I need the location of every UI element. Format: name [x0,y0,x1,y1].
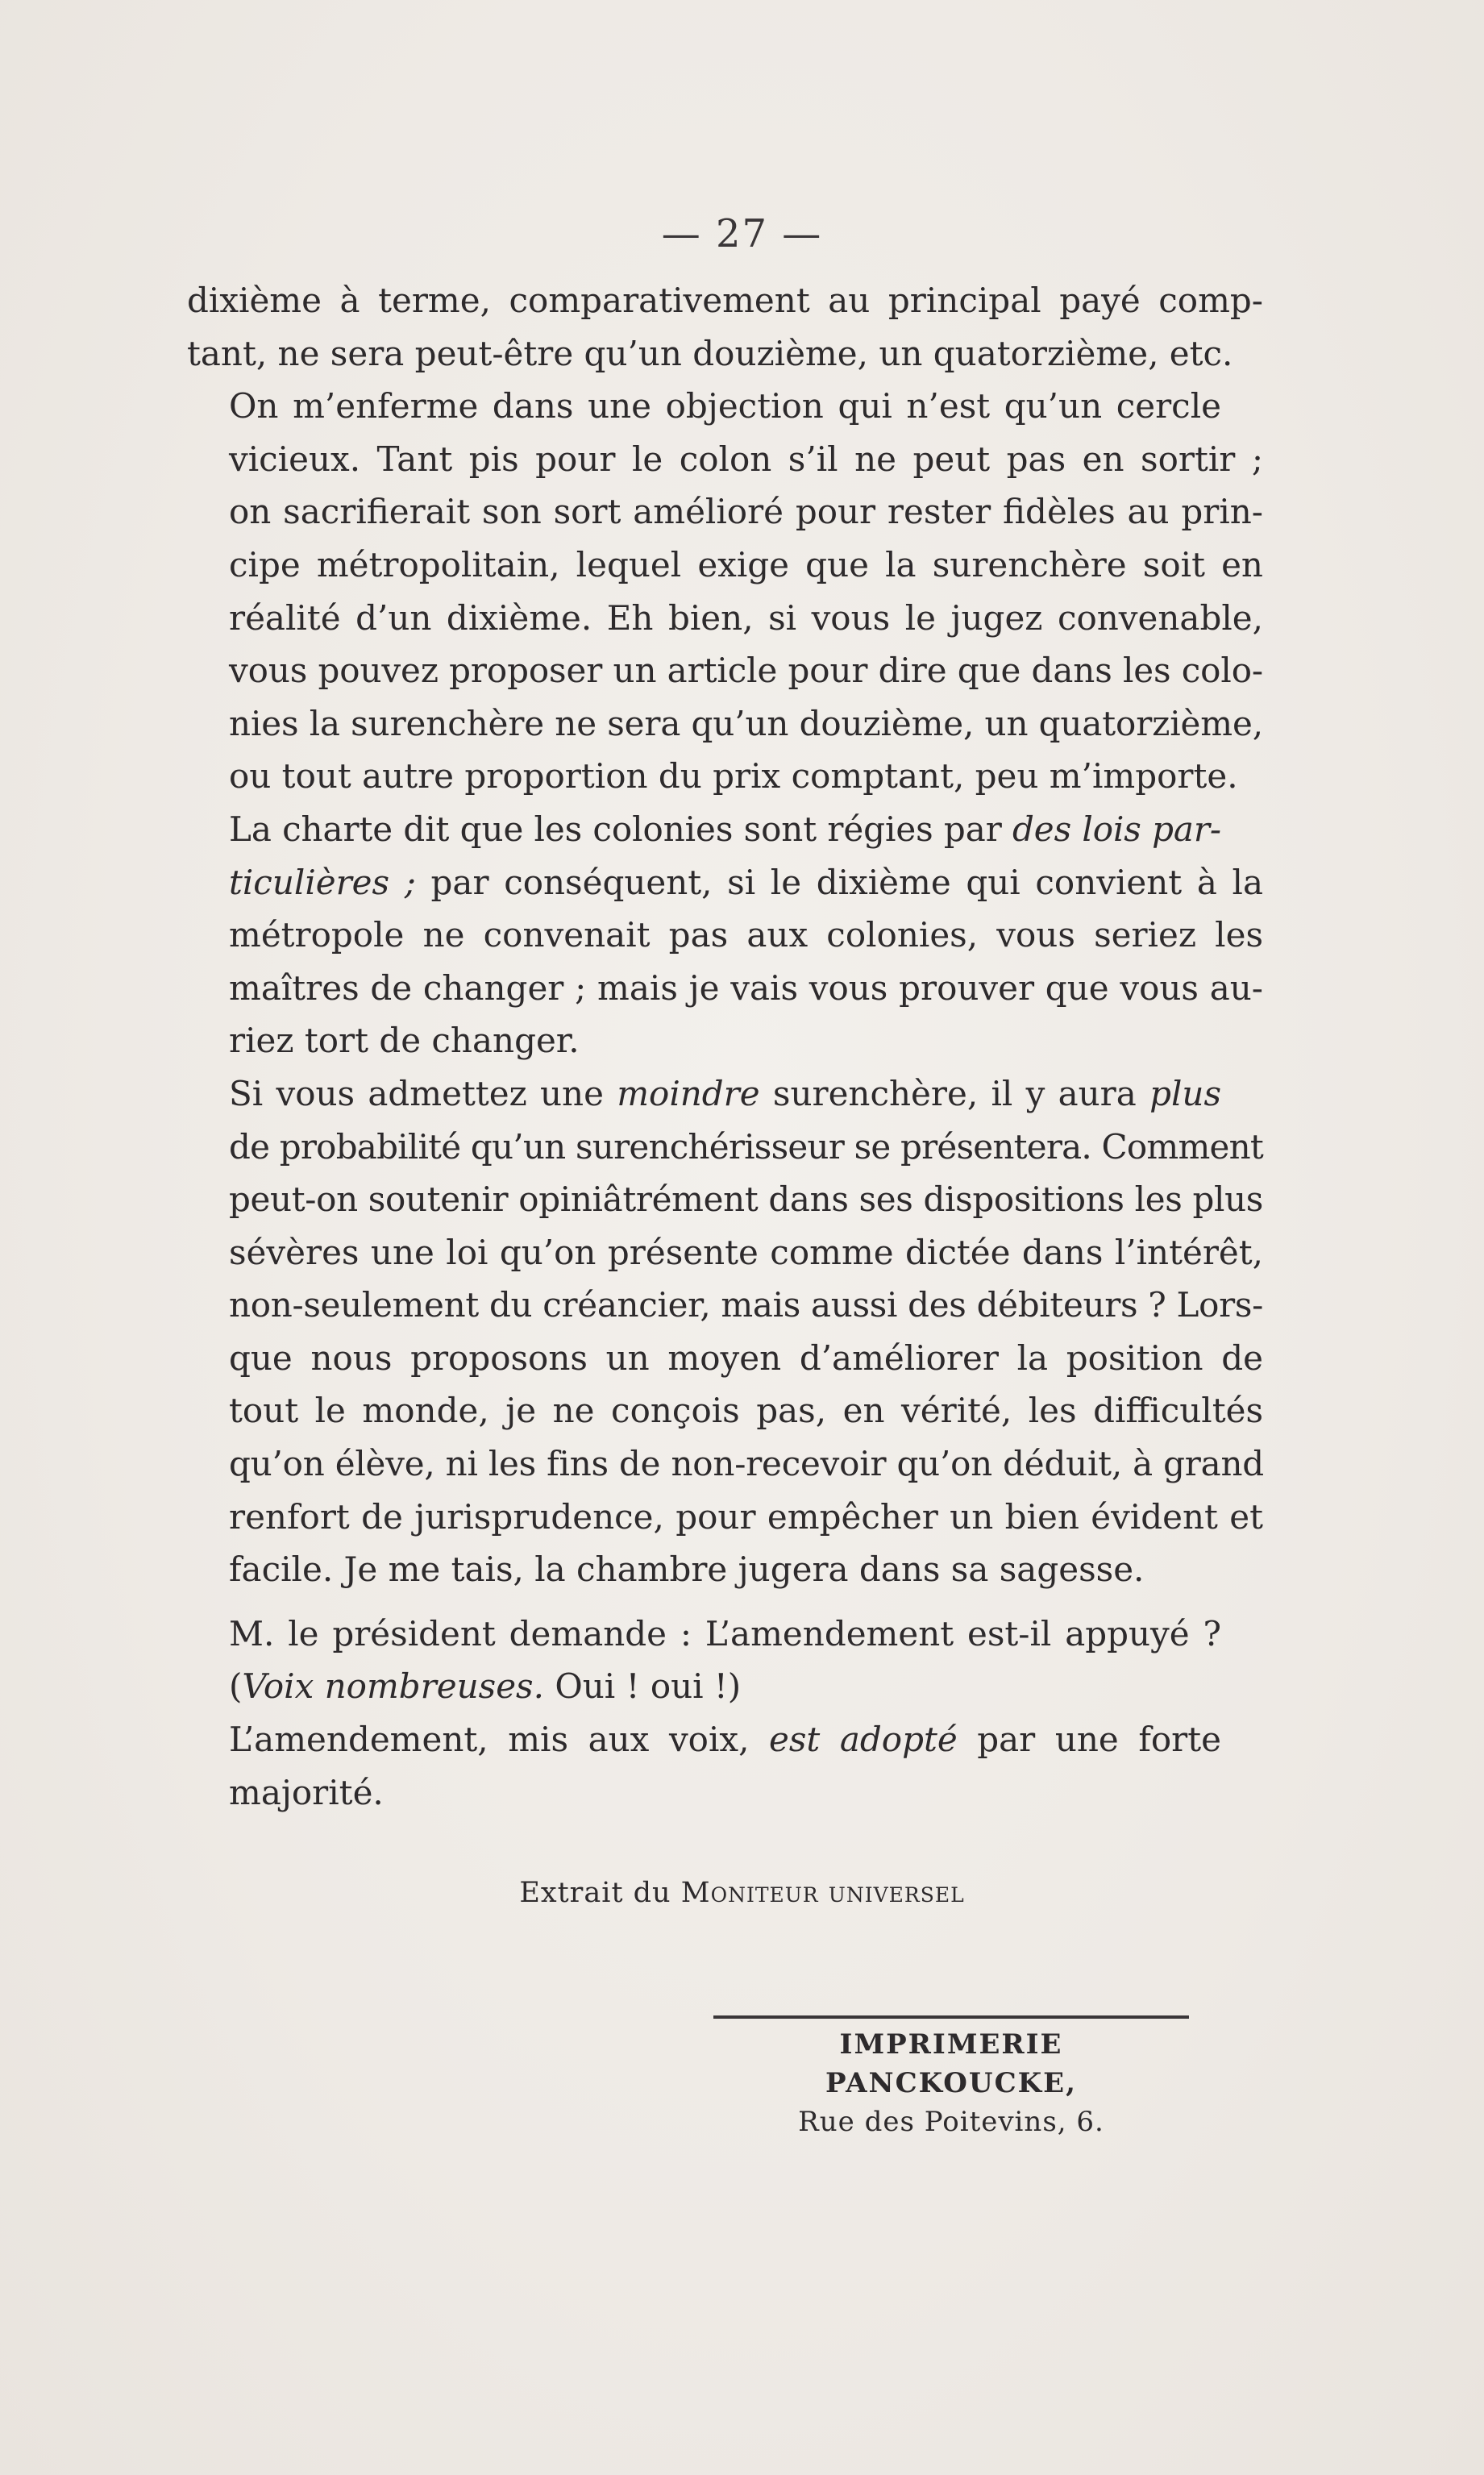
text-line: qu’on élève, ni les fins de non-recevoir qu’on déduit, à grand [229,1444,1264,1484]
text-line [187,1713,1263,1766]
paragraph-5 [187,1608,1263,1713]
text-line: M. le président demande : L’amendement est-il appuyé ? [229,1613,1221,1653]
text-run: par conséquent, si le dixième qui convient à la [415,862,1263,902]
text-line: renfort de jurisprudence, pour empêcher un bien évident et [229,1496,1263,1537]
source-title: Moniteur universel [680,1877,965,1909]
text-line: dixième à terme, comparativement au principal payé comp- [187,281,1263,320]
printer-name: IMPRIMERIE PANCKOUCKE, [825,2028,1077,2099]
text-run: par une forte [957,1720,1221,1760]
body-text [187,274,1263,1819]
text-line: ou tout autre proportion du prix comptant, peu m’importe. [229,756,1238,797]
text-line: sévères une loi qu’on présente comme dictée dans l’intérêt, [229,1232,1263,1272]
text-run: La charte dit que les colonies sont régies par [229,809,1012,849]
text-run: surenchère, il y aura [759,1073,1150,1113]
text-line [187,1660,1263,1713]
paragraph-1 [187,274,1263,380]
paragraph-3 [187,803,1263,1067]
text-line: majorité. [229,1772,384,1812]
text-line: tant, ne sera peut-être qu’un douzième, un quatorzième, etc. [187,333,1233,373]
italic-run: des lois par- [1012,809,1221,849]
paragraph-6 [187,1713,1263,1819]
paragraph-4 [187,1067,1263,1596]
divider-rule [713,2015,1189,2019]
page-number: — 27 — [661,211,823,256]
text-line: non-seulement du créancier, mais aussi des débiteurs ? Lors- [229,1285,1263,1325]
italic-run: Voix nombreuses. [242,1666,544,1707]
text-line [187,856,1263,909]
source-note [0,1877,1484,1909]
source-prefix: Extrait du [519,1877,681,1909]
italic-run: moindre [617,1073,760,1113]
text-line: que nous proposons un moyen d’améliorer la position de [229,1337,1263,1378]
printer-imprint [713,2025,1189,2141]
italic-run: ticulières ; [229,862,416,902]
italic-run: plus [1149,1073,1221,1113]
text-run: L’amendement, mis aux voix, [229,1720,769,1760]
text-line: maîtres de changer ; mais je vais vous prouver que vous au- [229,967,1263,1008]
text-line: réalité d’un dixième. Eh bien, si vous le jugez convenable, [229,597,1263,638]
text-line: facile. Je me tais, la chambre jugera dans sa sagesse. [229,1549,1145,1590]
printer-address: Rue des Poitevins, 6. [798,2106,1104,2138]
text-line [187,1067,1263,1121]
text-line: on sacrifierait son sort amélioré pour rester fidèles au prin- [229,492,1263,532]
text-run: Oui ! oui !) [543,1666,742,1707]
text-line: cipe métropolitain, lequel exige que la surenchère soit en [229,544,1263,584]
text-run: ( [229,1666,243,1707]
text-line: riez tort de changer. [229,1021,580,1061]
text-line: nies la surenchère ne sera qu’un douzième, un quatorzième, [229,703,1263,743]
text-line: de probabilité qu’un surenchérisseur se présentera. Comment [229,1126,1263,1167]
text-line: tout le monde, je ne conçois pas, en vérité, les difficultés [229,1391,1263,1431]
text-line: peut-on soutenir opiniâtrément dans ses dispositions les plus [229,1179,1263,1220]
text-line: vicieux. Tant pis pour le colon s’il ne peut pas en sortir ; [229,439,1263,479]
text-run: Si vous admettez une [229,1073,617,1113]
text-line: On m’enferme dans une objection qui n’est qu’un cercle [229,386,1221,426]
text-line: vous pouvez proposer un article pour dire que dans les colo- [229,651,1263,691]
text-line [187,803,1263,856]
italic-run: est adopté [769,1720,958,1760]
text-line: métropole ne convenait pas aux colonies, vous seriez les [229,915,1263,955]
paragraph-2 [187,380,1263,803]
